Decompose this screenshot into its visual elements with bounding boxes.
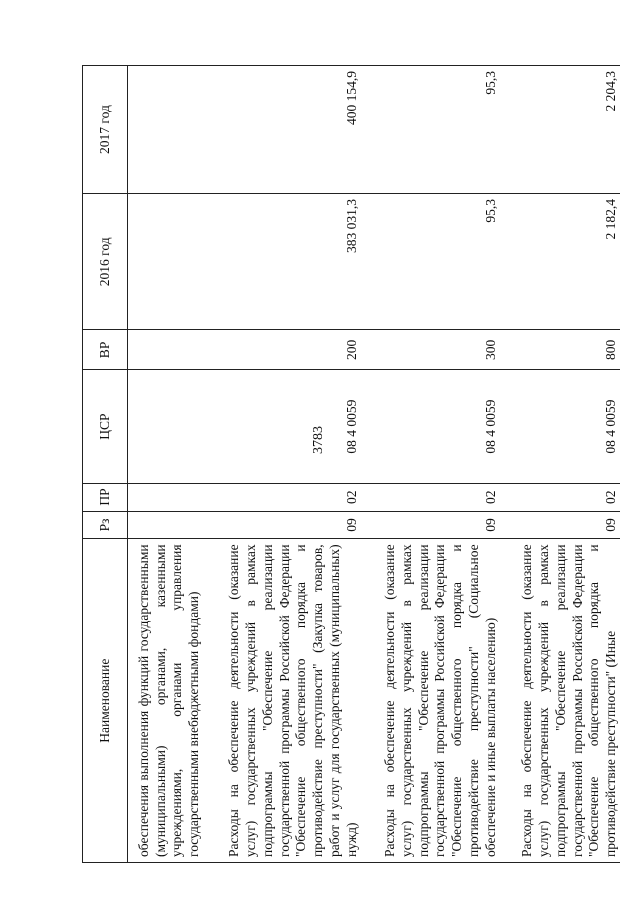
row-pr: 02 [211, 483, 361, 511]
row-2017: 400 154,9 [211, 66, 361, 194]
row-vr: 300 [369, 330, 500, 370]
row-pr [128, 483, 203, 511]
row-2017: 2 204,3 [508, 66, 620, 194]
header-csr: ЦСР [83, 370, 128, 484]
row-2016: 2 182,4 [508, 194, 620, 330]
row-rz [128, 511, 203, 539]
row-pr: 02 [508, 483, 620, 511]
row-csr [128, 370, 203, 484]
row-pr: 02 [369, 483, 500, 511]
row-rz: 09 [211, 511, 361, 539]
row-2016 [128, 194, 203, 330]
row-csr: 08 4 0059 [211, 370, 361, 484]
row-vr: 200 [211, 330, 361, 370]
row-2017 [128, 66, 203, 194]
header-2016: 2016 год [83, 194, 128, 330]
table-row [508, 66, 620, 863]
row-rz: 09 [508, 511, 620, 539]
row-name: Расходы на обеспечение деятельности (оказание услуг) государственных учреждений в рамках подпрограммы "Обеспечение реализации государственной программы Российской Федерации "Обеспечение общественного порядка и противодействие преступности" (Закупка товаров, работ и услуг для государственных (муниципальных) нужд) [211, 539, 361, 863]
table-row [128, 66, 203, 863]
header-name: Наименование [83, 539, 128, 863]
row-name: Расходы на обеспечение деятельности (оказание услуг) государственных учреждений в рамках подпрограммы "Обеспечение реализации государственной программы Российской Федерации "Обеспечение общественного порядка и противодействие преступности" (Социальное обеспечение и иные выплаты населению) [369, 539, 500, 863]
header-pr: ПР [83, 483, 128, 511]
row-name: Расходы на обеспечение деятельности (оказание услуг) государственных учреждений в рамках подпрограммы "Обеспечение реализации государственной программы Российской Федерации "Обеспечение общественного порядка и противодействие преступности" (Иные [508, 539, 620, 863]
row-2016: 95,3 [369, 194, 500, 330]
row-vr: 800 [508, 330, 620, 370]
header-2017: 2017 год [83, 66, 128, 194]
table-row [369, 66, 500, 863]
row-rz: 09 [369, 511, 500, 539]
table-header [83, 66, 128, 863]
table-row [211, 66, 361, 863]
row-name: обеспечения выполнения функций государственными (муниципальными) органами, казенными учреждениями, органами управления государственными внебюджетными фондами) [128, 539, 203, 863]
budget-table [82, 65, 620, 863]
header-vr: ВР [83, 330, 128, 370]
row-2016: 383 031,3 [211, 194, 361, 330]
row-vr [128, 330, 203, 370]
row-csr: 08 4 0059 [508, 370, 620, 484]
header-rz: Рз [83, 511, 128, 539]
row-csr: 08 4 0059 [369, 370, 500, 484]
row-2017: 95,3 [369, 66, 500, 194]
page-number: 3783 [311, 426, 326, 454]
